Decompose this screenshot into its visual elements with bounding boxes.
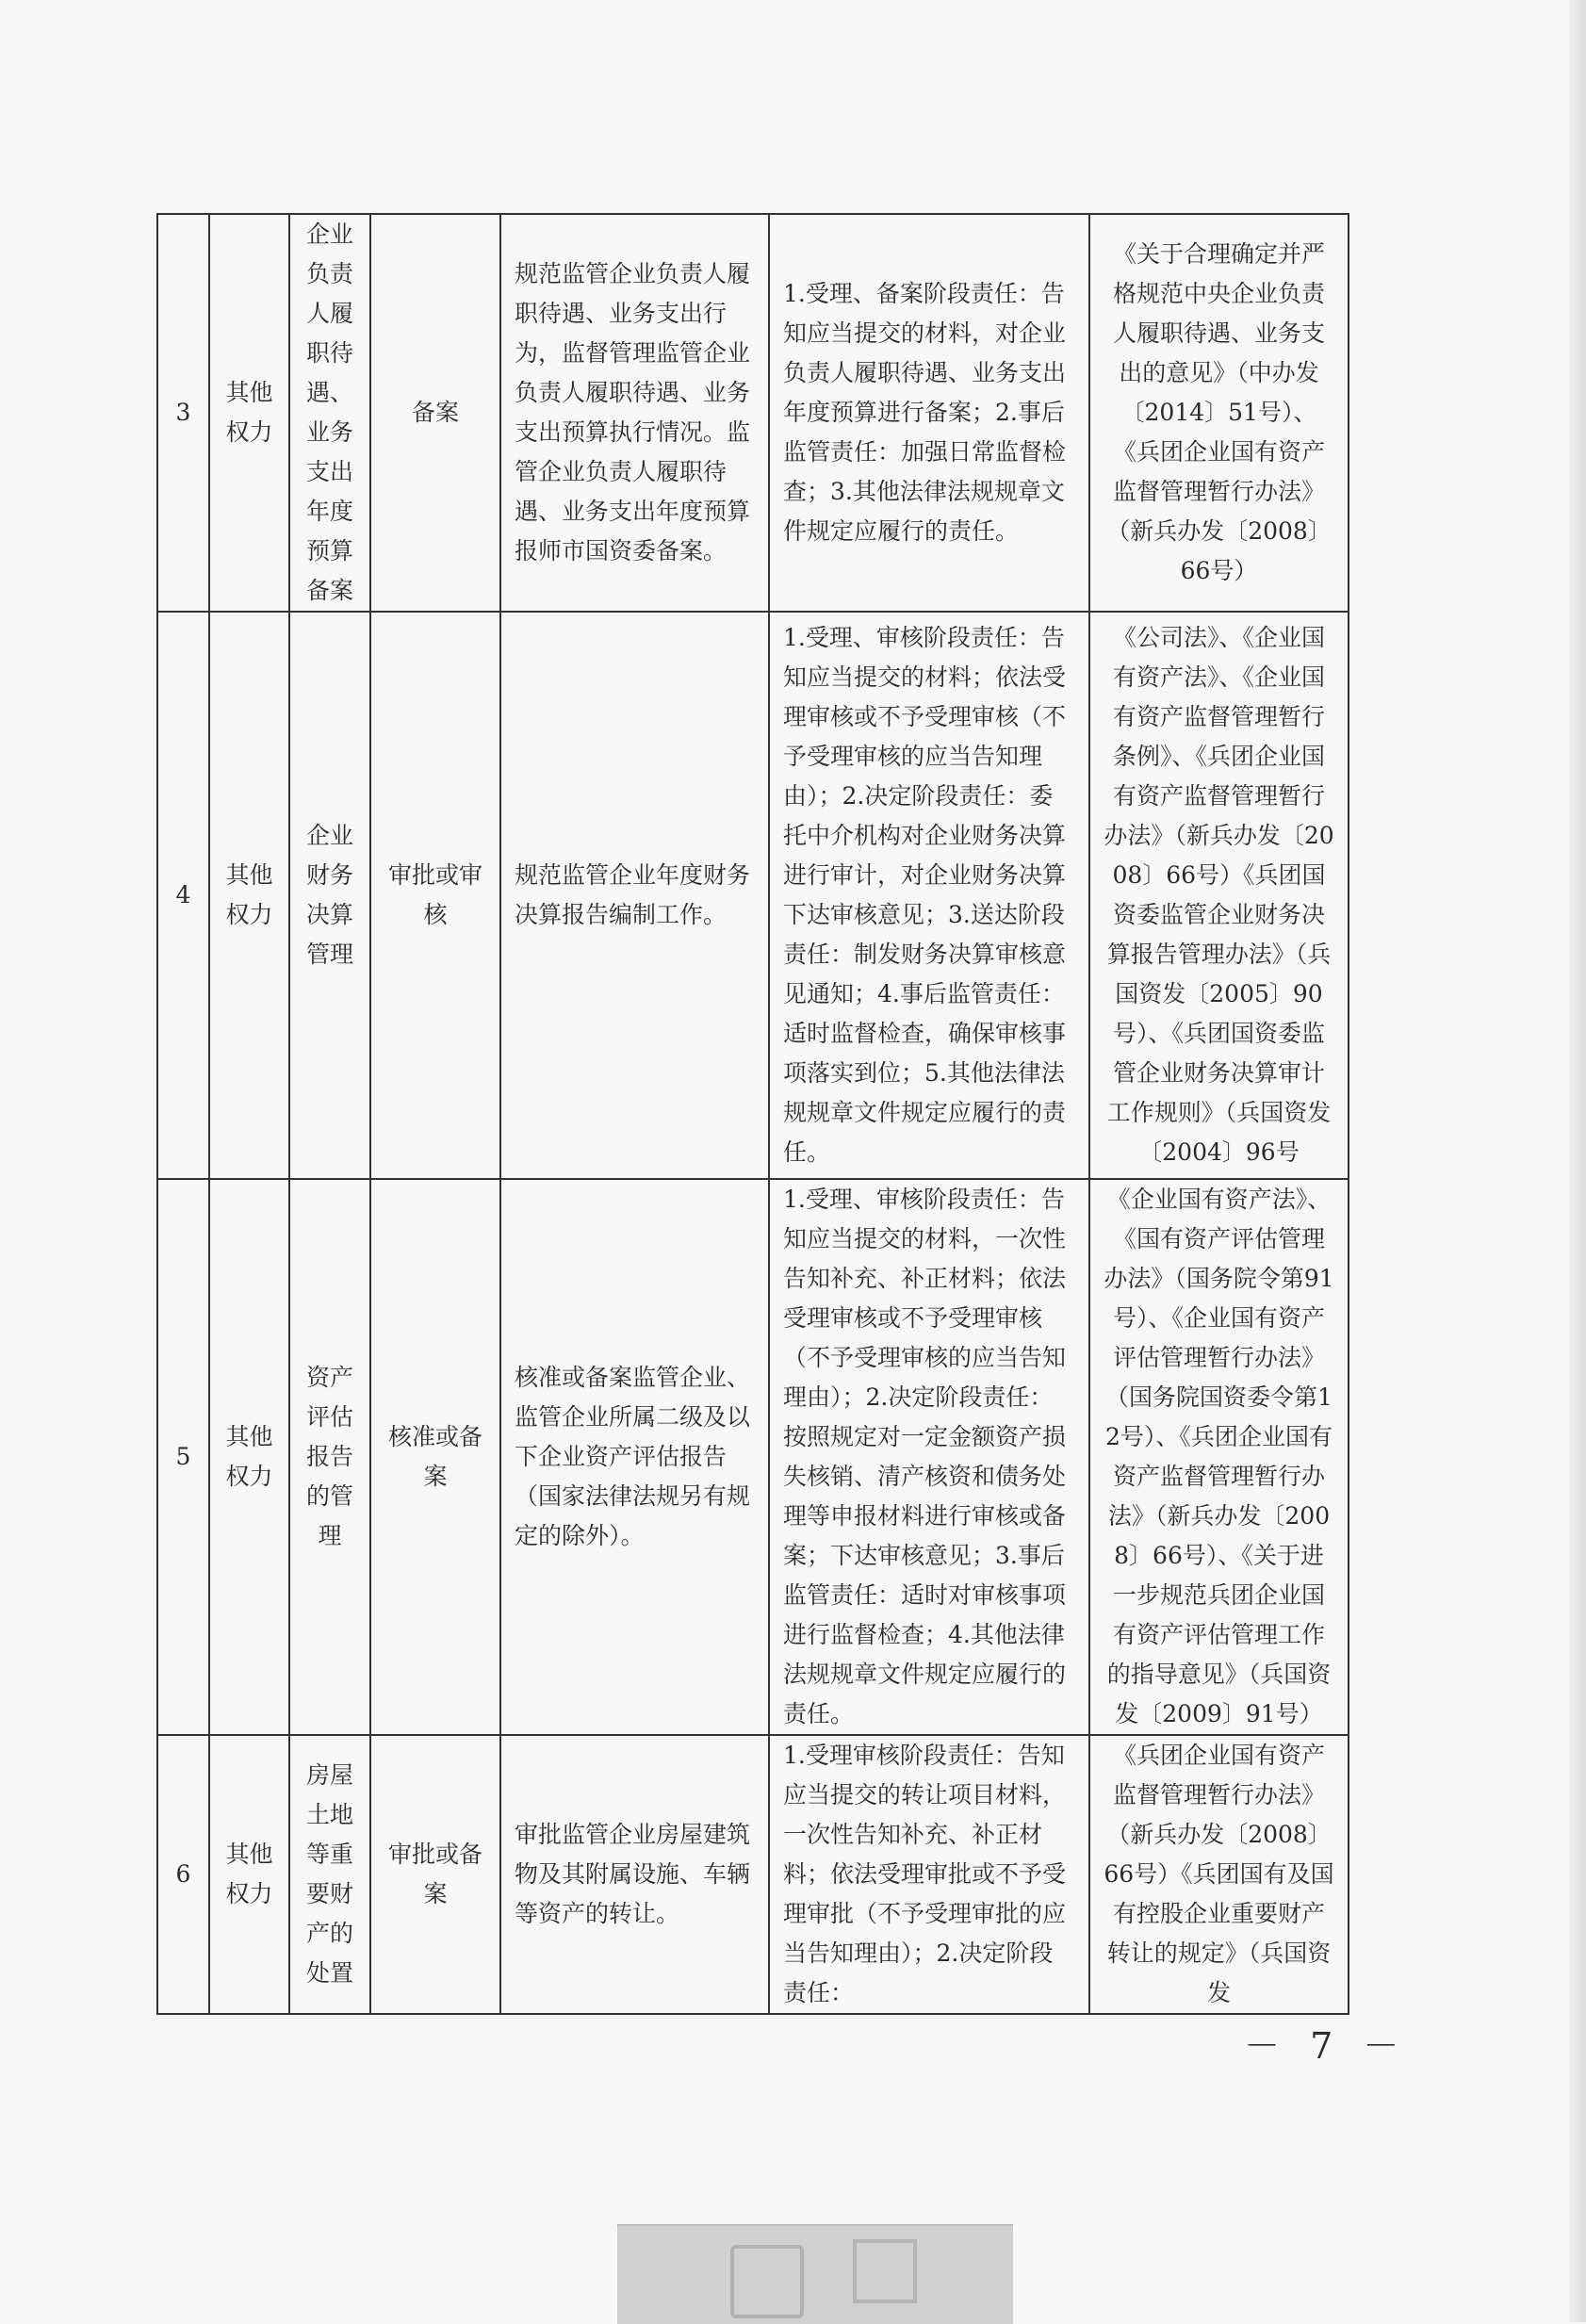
power-type: 其他权力 (209, 214, 289, 612)
legal-basis: 《公司法》、《企业国有资产法》、《企业国有资产监督管理暂行条例》、《兵团企业国有资产监督管理暂行办法》（新兵办发〔2008〕66号）《兵团国资委监管企业财务决算报告管理办法》（兵国资发〔2005〕90号）、《兵团国资委监管企业财务决算审计工作规则》（兵国资发〔2004〕96号 (1089, 612, 1349, 1179)
responsibility: 1.受理、备案阶段责任：告知应当提交的材料，对企业负责人履职待遇、业务支出年度预算进行备案；2.事后监管责任：加强日常监督检查；3.其他法律法规规章文件规定应履行的责任。 (769, 214, 1089, 612)
power-name: 企业负责人履职待遇、业务支出年度预算备案 (289, 214, 370, 612)
scanner-mark-icon (730, 2245, 804, 2318)
legal-basis: 《关于合理确定并严格规范中央企业负责人履职待遇、业务支出的意见》（中办发〔2014〕51号）、《兵团企业国有资产监督管理暂行办法》（新兵办发〔2008〕66号） (1089, 214, 1349, 612)
table-row (157, 1179, 1349, 1735)
power-type: 其他权力 (209, 612, 289, 1179)
responsibility: 1.受理审核阶段责任：告知应当提交的转让项目材料，一次性告知补充、补正材料；依法受理审批或不予受理审批（不予受理审批的应当告知理由）；2.决定阶段责任： (769, 1735, 1089, 2014)
row-number: 6 (157, 1735, 209, 2014)
table-row (157, 612, 1349, 1179)
power-kind: 审批或审核 (370, 612, 500, 1179)
scan-edge (1569, 0, 1586, 2322)
power-name: 资产评估报告的管理 (289, 1179, 370, 1735)
power-name: 企业财务决算管理 (289, 612, 370, 1179)
scanner-strip (617, 2224, 1013, 2324)
power-kind: 核准或备案 (370, 1179, 500, 1735)
power-content: 审批监管企业房屋建筑物及其附属设施、车辆等资产的转让。 (500, 1735, 769, 2014)
power-type: 其他权力 (209, 1735, 289, 2014)
table-row (157, 1735, 1349, 2014)
power-content: 规范监管企业年度财务决算报告编制工作。 (500, 612, 769, 1179)
power-kind: 备案 (370, 214, 500, 612)
responsibility: 1.受理、审核阶段责任：告知应当提交的材料，一次性告知补充、补正材料；依法受理审核或不予受理审核（不予受理审核的应当告知理由）；2.决定阶段责任：按照规定对一定金额资产损失核销、清产核资和债务处理等申报材料进行审核或备案；下达审核意见；3.事后监管责任：适时对审核事项进行监督检查；4.其他法律法规规章文件规定应履行的责任。 (769, 1179, 1089, 1735)
row-number: 4 (157, 612, 209, 1179)
power-kind: 审批或备案 (370, 1735, 500, 2014)
table-row (157, 214, 1349, 612)
responsibility: 1.受理、审核阶段责任：告知应当提交的材料；依法受理审核或不予受理审核（不予受理审核的应当告知理由）；2.决定阶段责任：委托中介机构对企业财务决算进行审计，对企业财务决算下达审核意见；3.送达阶段责任：制发财务决算审核意见通知；4.事后监管责任：适时监督检查，确保审核事项落实到位；5.其他法律法规规章文件规定应履行的责任。 (769, 612, 1089, 1179)
page-number: － 7 － (1244, 2025, 1409, 2067)
legal-basis: 《兵团企业国有资产监督管理暂行办法》（新兵办发〔2008〕66号）《兵团国有及国有控股企业重要财产转让的规定》（兵国资发 (1089, 1735, 1349, 2014)
power-name: 房屋土地等重要财产的处置 (289, 1735, 370, 2014)
power-content: 核准或备案监管企业、监管企业所属二级及以下企业资产评估报告（国家法律法规另有规定的除外）。 (500, 1179, 769, 1735)
legal-basis: 《企业国有资产法》、《国有资产评估管理办法》（国务院令第91号）、《企业国有资产评估管理暂行办法》（国务院国资委令第12号）、《兵团企业国有资产监督管理暂行办法》（新兵办发〔2008〕66号）、《关于进一步规范兵团企业国有资产评估管理工作的指导意见》（兵国资发〔2009〕91号） (1089, 1179, 1349, 1735)
row-number: 5 (157, 1179, 209, 1735)
power-type: 其他权力 (209, 1179, 289, 1735)
power-content: 规范监管企业负责人履职待遇、业务支出行为，监督管理监管企业负责人履职待遇、业务支出预算执行情况。监管企业负责人履职待遇、业务支出年度预算报师市国资委备案。 (500, 214, 769, 612)
row-number: 3 (157, 214, 209, 612)
power-list-table (156, 213, 1349, 2015)
scanner-mark-icon (853, 2239, 917, 2303)
